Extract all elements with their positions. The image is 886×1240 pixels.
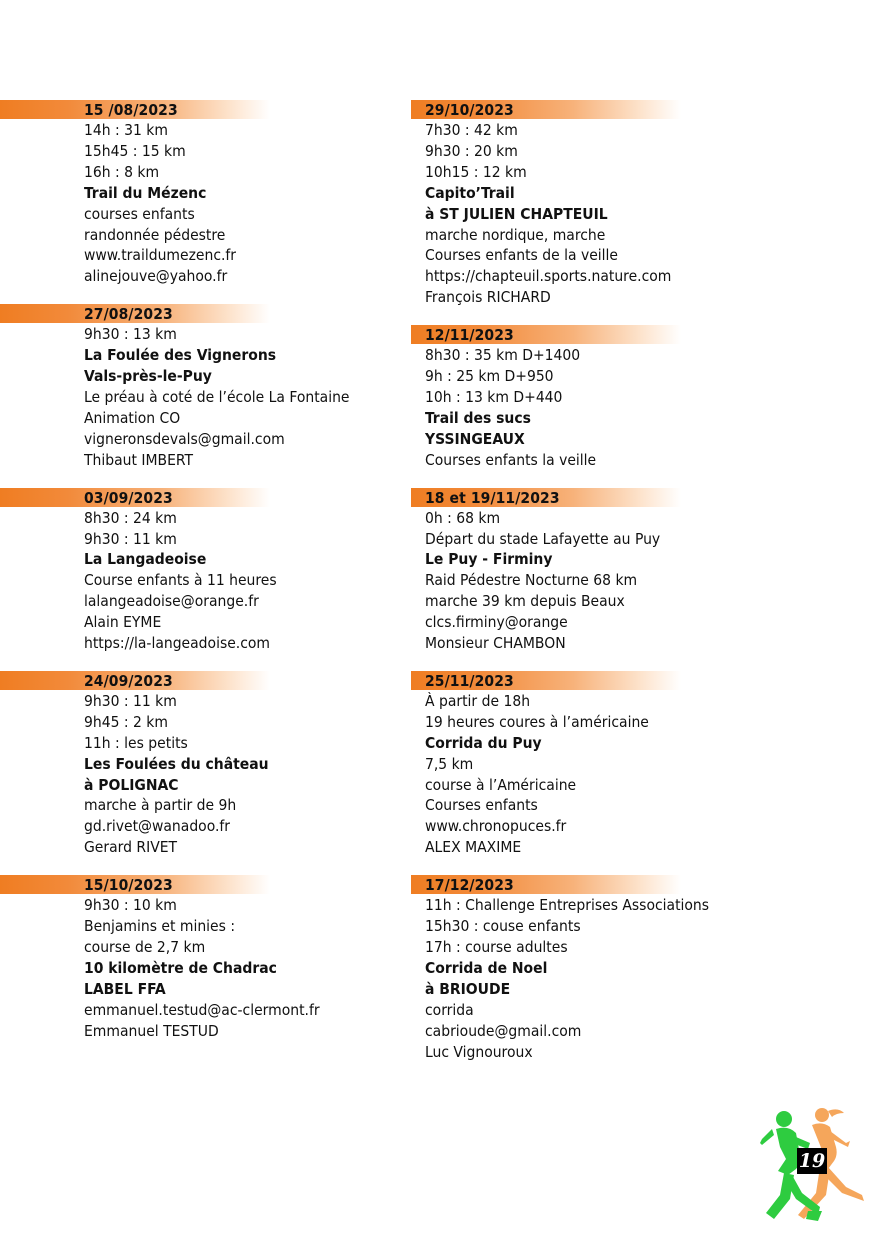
event-title-line: La Foulée des Vignerons	[84, 346, 277, 365]
event-title-line: 10 kilomètre de Chadrac	[84, 958, 277, 977]
event-entry	[411, 325, 871, 470]
event-date: 25/11/2023	[425, 671, 514, 690]
event-detail-line: 14h : 31 km	[84, 121, 168, 139]
event-details	[411, 894, 871, 1062]
event-detail-line: Course enfants à 11 heures	[84, 571, 277, 590]
event-detail-line: 11h : Challenge Entreprises Associations	[425, 896, 710, 915]
event-detail-line: gd.rivet@wanadoo.fr	[84, 817, 231, 836]
event-detail-line: 9h30 : 13 km	[84, 325, 177, 344]
event-title-line: Trail du Mézenc	[84, 183, 207, 202]
event-date: 15/10/2023	[84, 876, 173, 895]
event-date: 18 et 19/11/2023	[425, 488, 560, 507]
event-title-line: Vals-près-le-Puy	[84, 367, 212, 386]
date-bar	[0, 304, 270, 323]
event-date: 03/09/2023	[84, 488, 173, 507]
date-bar	[411, 671, 681, 690]
event-date: 24/09/2023	[84, 671, 173, 690]
event-detail-line: https://chapteuil.sports.nature.com	[425, 267, 672, 286]
event-detail-line: 9h30 : 11 km	[84, 529, 177, 548]
event-detail-line: 0h : 68 km	[425, 508, 501, 527]
event-detail-line: Départ du stade Lafayette au Puy	[425, 529, 661, 548]
event-detail-line: Gerard RIVET	[84, 838, 178, 857]
event-detail-line: randonnée pédestre	[84, 225, 226, 244]
event-detail-line: marche nordique, marche	[425, 225, 606, 244]
event-title-line: Trail des sucs	[425, 408, 531, 427]
event-details	[0, 690, 405, 858]
event-detail-line: course à l’Américaine	[425, 775, 577, 794]
page-number: 19	[798, 1150, 826, 1172]
event-title-line: à BRIOUDE	[425, 979, 511, 998]
event-detail-line: Courses enfants la veille	[425, 450, 597, 469]
event-entry	[411, 875, 871, 1062]
event-title-line: Les Foulées du château	[84, 754, 269, 773]
event-date: 27/08/2023	[84, 305, 173, 324]
event-entry	[411, 671, 871, 858]
event-title-line: à ST JULIEN CHAPTEUIL	[425, 204, 608, 223]
event-detail-line: 19 heures coures à l’américaine	[425, 712, 649, 731]
date-bar	[411, 488, 681, 507]
event-date: 17/12/2023	[425, 876, 514, 895]
event-date: 29/10/2023	[425, 101, 514, 119]
event-detail-line: 9h30 : 10 km	[84, 896, 177, 915]
event-detail-line: 9h45 : 2 km	[84, 712, 168, 731]
event-detail-line: emmanuel.testud@ac-clermont.fr	[84, 1000, 320, 1019]
event-details	[411, 119, 871, 308]
event-detail-line: 15h30 : couse enfants	[425, 917, 581, 936]
event-details	[0, 894, 405, 1041]
event-title-line: Corrida du Puy	[425, 733, 542, 752]
event-detail-line: 10h : 13 km D+440	[425, 387, 563, 406]
event-detail-line: course de 2,7 km	[84, 938, 206, 956]
event-entry	[411, 100, 871, 308]
event-detail-line: alinejouve@yahoo.fr	[84, 267, 228, 286]
event-detail-line: clcs.firminy@orange	[425, 613, 568, 632]
event-title-line: YSSINGEAUX	[425, 429, 525, 448]
event-detail-line: lalangeadoise@orange.fr	[84, 592, 259, 611]
event-detail-line: cabrioude@gmail.com	[425, 1021, 582, 1040]
event-entry	[0, 875, 405, 1041]
event-detail-line: www.traildumezenc.fr	[84, 246, 237, 265]
left-column	[0, 100, 405, 1059]
event-detail-line: www.chronopuces.fr	[425, 817, 567, 836]
event-detail-line: 16h : 8 km	[84, 162, 160, 181]
event-detail-line: https://la-langeadoise.com	[84, 634, 270, 653]
event-detail-line: 15h45 : 15 km	[84, 141, 186, 160]
event-details	[411, 344, 871, 470]
event-details	[0, 323, 405, 470]
date-bar	[411, 100, 681, 119]
event-entry	[0, 488, 405, 654]
event-detail-line: Thibaut IMBERT	[84, 450, 193, 469]
event-title-line: Capito’Trail	[425, 183, 515, 202]
event-details	[0, 507, 405, 654]
event-detail-line: Courses enfants	[425, 796, 538, 815]
event-detail-line: 8h30 : 24 km	[84, 508, 177, 527]
event-detail-line: 17h : course adultes	[425, 938, 568, 956]
date-bar	[0, 671, 270, 690]
event-title-line: La Langadeoise	[84, 550, 207, 569]
event-date: 12/11/2023	[425, 326, 514, 345]
event-detail-line: 7h30 : 42 km	[425, 121, 518, 139]
date-bar	[411, 875, 681, 894]
event-detail-line: marche 39 km depuis Beaux	[425, 592, 625, 611]
right-column	[411, 100, 871, 1079]
event-title-line: à POLIGNAC	[84, 775, 179, 794]
event-detail-line: Animation CO	[84, 408, 181, 427]
event-details	[0, 119, 405, 287]
event-title-line: Corrida de Noel	[425, 958, 548, 977]
event-entry	[0, 671, 405, 858]
event-detail-line: Alain EYME	[84, 613, 162, 632]
event-detail-line: 9h30 : 20 km	[425, 141, 518, 160]
event-title-line: Le Puy - Firminy	[425, 550, 553, 569]
event-entry	[411, 488, 871, 654]
event-detail-line: 8h30 : 35 km D+1400	[425, 346, 581, 365]
event-details	[411, 507, 871, 654]
event-date: 15 /08/2023	[84, 101, 178, 119]
event-detail-line: ALEX MAXIME	[425, 838, 522, 857]
event-detail-line: François RICHARD	[425, 288, 551, 307]
event-detail-line: marche à partir de 9h	[84, 796, 237, 815]
date-bar	[0, 100, 270, 119]
event-detail-line: Le préau à coté de l’école La Fontaine	[84, 387, 350, 406]
event-detail-line: Raid Pédestre Nocturne 68 km	[425, 571, 638, 590]
event-detail-line: vigneronsdevals@gmail.com	[84, 429, 285, 448]
event-detail-line: courses enfants	[84, 204, 195, 223]
event-detail-line: 9h30 : 11 km	[84, 691, 177, 710]
event-detail-line: Courses enfants de la veille	[425, 246, 619, 265]
event-detail-line: Monsieur CHAMBON	[425, 634, 566, 653]
date-bar	[411, 325, 681, 344]
event-entry	[0, 100, 405, 287]
event-details	[411, 690, 871, 858]
event-detail-line: À partir de 18h	[425, 691, 531, 710]
event-detail-line: Luc Vignouroux	[425, 1042, 533, 1061]
event-detail-line: Emmanuel TESTUD	[84, 1021, 219, 1040]
event-detail-line: 10h15 : 12 km	[425, 162, 527, 181]
event-title-line: LABEL FFA	[84, 979, 166, 998]
event-detail-line: 9h : 25 km D+950	[425, 367, 554, 386]
event-detail-line: 7,5 km	[425, 754, 474, 773]
date-bar	[0, 488, 270, 507]
date-bar	[0, 875, 270, 894]
event-entry	[0, 304, 405, 470]
event-detail-line: corrida	[425, 1000, 474, 1019]
event-detail-line: 11h : les petits	[84, 733, 188, 752]
event-detail-line: Benjamins et minies :	[84, 917, 236, 936]
